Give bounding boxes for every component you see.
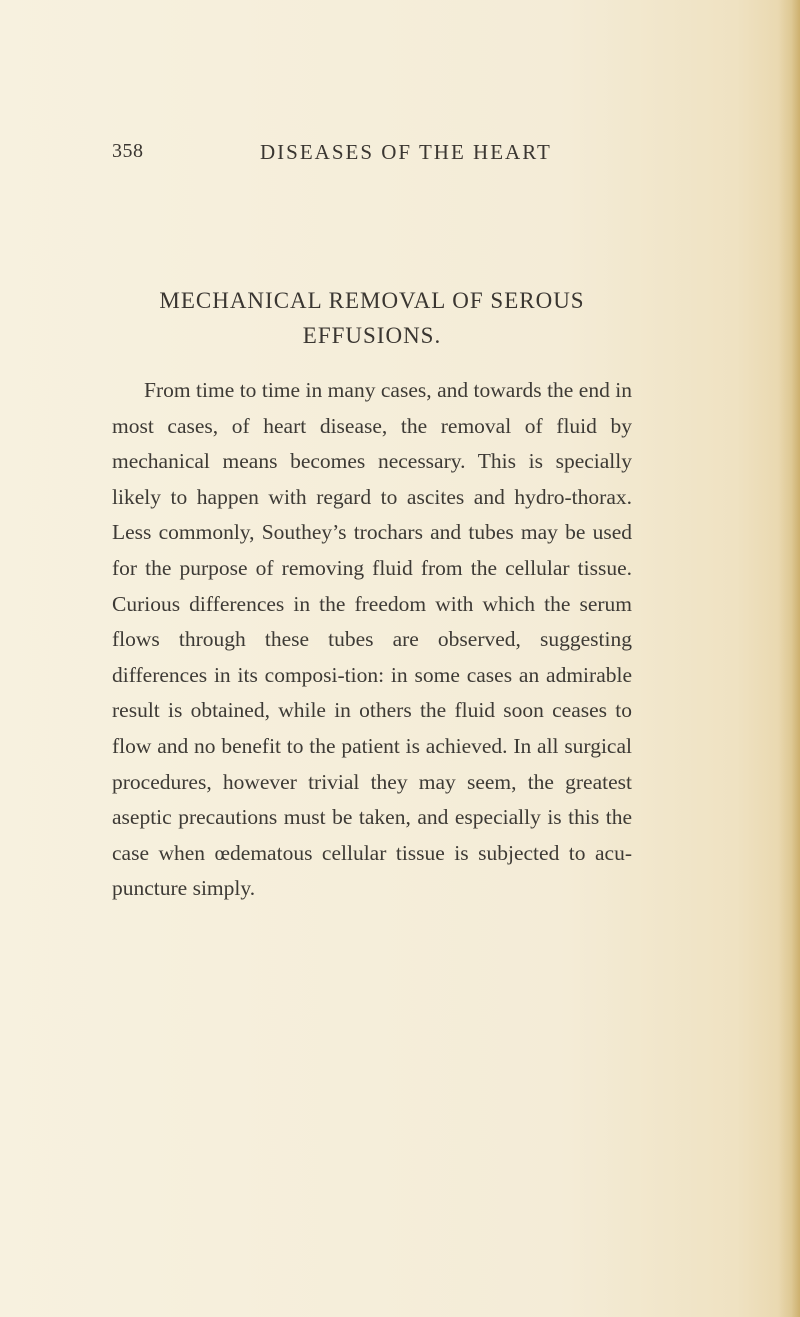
page-number: 358 bbox=[112, 140, 144, 162]
running-head bbox=[112, 140, 632, 172]
body-paragraph: From time to time in many cases, and towards the end in most cases, of heart disease, the removal of fluid by mechanical means becomes necessary. This is specially likely to happen with regard to ascites and hydro-thorax. Less commonly, Southey’s trochars and tubes may be used for the purpose of removing fluid from the cellular tissue. Curious differences in the freedom with which the serum flows through these tubes are observed, suggesting differences in its composi-tion: in some cases an admirable result is obtained, while in others the fluid soon ceases to flow and no benefit to the patient is achieved. In all surgical procedures, however trivial they may seem, the greatest aseptic precautions must be taken, and especially is this the case when œdematous cellular tissue is subjected to acu-puncture simply. bbox=[112, 378, 632, 901]
section-title bbox=[112, 283, 632, 353]
section-title-line-1: MECHANICAL REMOVAL OF SEROUS bbox=[159, 288, 585, 313]
section-title-line-2: EFFUSIONS. bbox=[302, 323, 442, 348]
page-edge-shadow bbox=[778, 0, 800, 1317]
running-title: DISEASES OF THE HEART bbox=[260, 140, 552, 164]
